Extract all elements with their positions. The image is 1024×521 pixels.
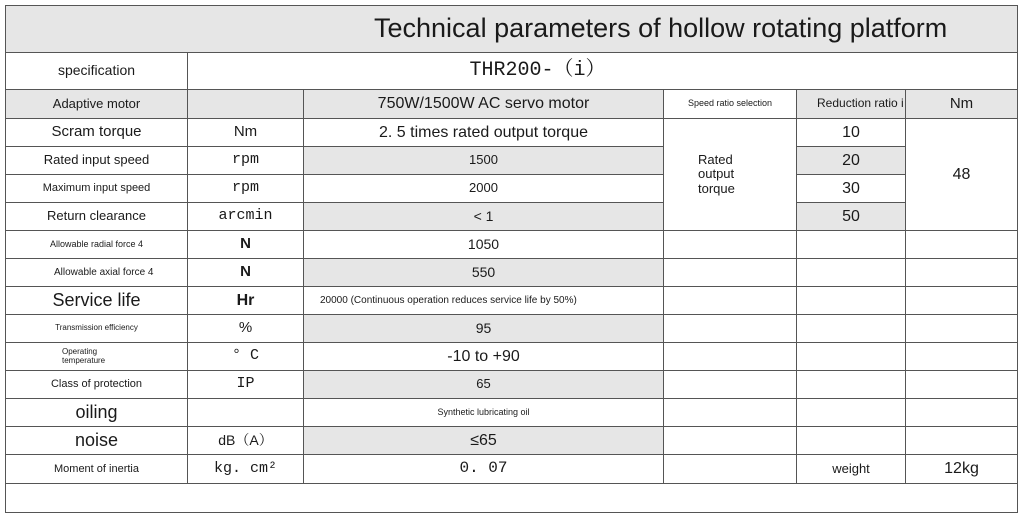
adaptive-motor-label: Adaptive motor bbox=[5, 89, 188, 119]
row-unit-transmission-efficiency: % bbox=[187, 314, 304, 343]
empty-cell bbox=[663, 426, 797, 455]
empty-cell bbox=[663, 230, 797, 259]
row-unit-noise: dB（A） bbox=[187, 426, 304, 455]
empty-cell bbox=[905, 342, 1018, 371]
row-value-service-life: 20000 (Continuous operation reduces service life by 50%) bbox=[303, 286, 664, 315]
speed-ratio-selection-label: Speed ratio selection bbox=[663, 89, 797, 119]
table-title: Technical parameters of hollow rotating platform bbox=[5, 5, 1018, 53]
row-label-moment-of-inertia: Moment of inertia bbox=[5, 454, 188, 484]
empty-cell bbox=[905, 398, 1018, 427]
row-label-operating-temperature: Operating temperature bbox=[5, 342, 188, 371]
reduction-ratio-30: 30 bbox=[796, 174, 906, 203]
row-unit-allowable-radial-force: N bbox=[187, 230, 304, 259]
empty-cell bbox=[663, 314, 797, 343]
empty-cell bbox=[796, 370, 906, 399]
row-unit-class-of-protection: IP bbox=[187, 370, 304, 399]
empty-cell bbox=[796, 286, 906, 315]
empty-cell bbox=[905, 370, 1018, 399]
row-unit-operating-temperature: ° C bbox=[187, 342, 304, 371]
row-value-moment-of-inertia: 0. 07 bbox=[303, 454, 664, 484]
empty-cell bbox=[663, 258, 797, 287]
specification-label: specification bbox=[5, 52, 188, 90]
row-value-maximum-input-speed: 2000 bbox=[303, 174, 664, 203]
empty-cell bbox=[796, 230, 906, 259]
empty-cell bbox=[905, 230, 1018, 259]
row-value-operating-temperature: -10 to +90 bbox=[303, 342, 664, 371]
parameters-table bbox=[5, 5, 1018, 516]
row-unit-rated-input-speed: rpm bbox=[187, 146, 304, 175]
row-label-return-clearance: Return clearance bbox=[5, 202, 188, 231]
adaptive-motor-value: 750W/1500W AC servo motor bbox=[303, 89, 664, 119]
empty-cell bbox=[905, 314, 1018, 343]
row-label-scram-torque: Scram torque bbox=[5, 118, 188, 147]
empty-cell bbox=[905, 426, 1018, 455]
reduction-ratio-label: Reduction ratio i bbox=[796, 89, 906, 119]
row-value-return-clearance: < 1 bbox=[303, 202, 664, 231]
row-value-transmission-efficiency: 95 bbox=[303, 314, 664, 343]
row-unit-service-life: Hr bbox=[187, 286, 304, 315]
row-value-allowable-radial-force: 1050 bbox=[303, 230, 664, 259]
row-label-service-life: Service life bbox=[5, 286, 188, 315]
reduction-ratio-10: 10 bbox=[796, 118, 906, 147]
adaptive-motor-unit bbox=[187, 89, 304, 119]
row-value-allowable-axial-force: 550 bbox=[303, 258, 664, 287]
row-unit-moment-of-inertia: kg. cm² bbox=[187, 454, 304, 484]
empty-cell bbox=[796, 314, 906, 343]
empty-cell bbox=[663, 398, 797, 427]
empty-cell bbox=[663, 370, 797, 399]
empty-cell bbox=[663, 454, 797, 484]
row-label-noise: noise bbox=[5, 426, 188, 455]
row-label-class-of-protection: Class of protection bbox=[5, 370, 188, 399]
weight-value: 12kg bbox=[905, 454, 1018, 484]
empty-footer-row bbox=[5, 483, 1018, 513]
empty-cell bbox=[796, 398, 906, 427]
empty-cell bbox=[905, 258, 1018, 287]
row-label-allowable-radial-force: Allowable radial force 4 bbox=[5, 230, 188, 259]
row-value-oiling: Synthetic lubricating oil bbox=[303, 398, 664, 427]
row-unit-return-clearance: arcmin bbox=[187, 202, 304, 231]
row-unit-oiling bbox=[187, 398, 304, 427]
rated-output-torque-value: 48 bbox=[905, 118, 1018, 231]
torque-unit-header: Nm bbox=[905, 89, 1018, 119]
row-unit-allowable-axial-force: N bbox=[187, 258, 304, 287]
empty-cell bbox=[796, 258, 906, 287]
row-value-class-of-protection: 65 bbox=[303, 370, 664, 399]
row-value-scram-torque: 2. 5 times rated output torque bbox=[303, 118, 664, 147]
rated-output-torque-label: Rated output torque bbox=[663, 118, 797, 231]
row-unit-maximum-input-speed: rpm bbox=[187, 174, 304, 203]
row-label-allowable-axial-force: Allowable axial force 4 bbox=[5, 258, 188, 287]
empty-cell bbox=[663, 342, 797, 371]
row-value-rated-input-speed: 1500 bbox=[303, 146, 664, 175]
empty-cell bbox=[905, 286, 1018, 315]
reduction-ratio-50: 50 bbox=[796, 202, 906, 231]
row-label-rated-input-speed: Rated input speed bbox=[5, 146, 188, 175]
row-unit-scram-torque: Nm bbox=[187, 118, 304, 147]
row-value-noise: ≤65 bbox=[303, 426, 664, 455]
empty-cell bbox=[796, 342, 906, 371]
empty-cell bbox=[796, 426, 906, 455]
row-label-maximum-input-speed: Maximum input speed bbox=[5, 174, 188, 203]
reduction-ratio-20: 20 bbox=[796, 146, 906, 175]
empty-cell bbox=[663, 286, 797, 315]
row-label-transmission-efficiency: Transmission efficiency bbox=[5, 314, 188, 343]
specification-value: THR200-（i） bbox=[187, 52, 1018, 90]
weight-label: weight bbox=[796, 454, 906, 484]
row-label-oiling: oiling bbox=[5, 398, 188, 427]
